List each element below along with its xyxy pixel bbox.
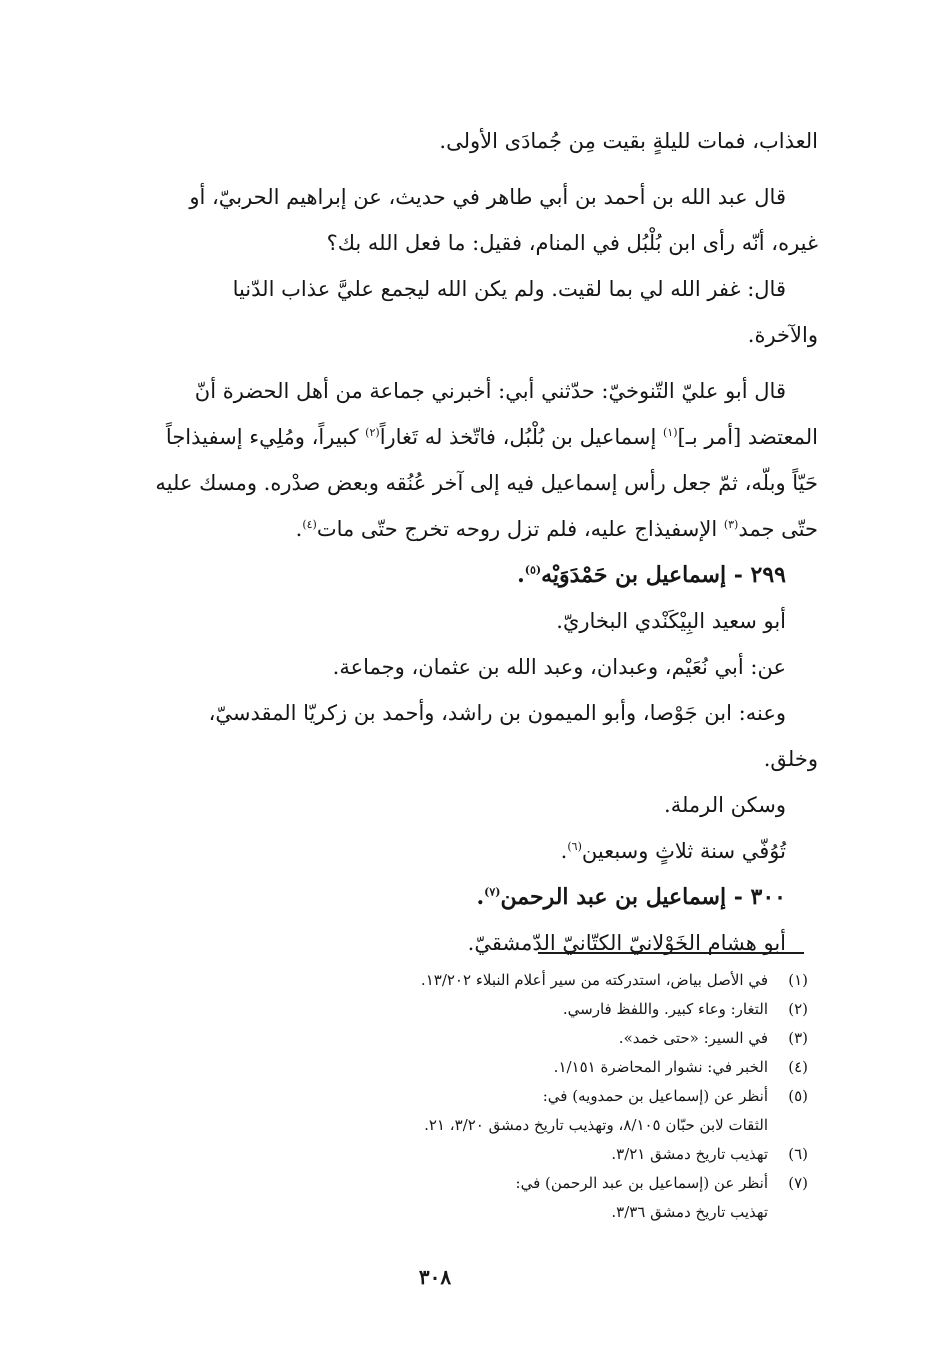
paragraph-4-line-4b: الإسفيذاج عليه، فلم تزل روحه تخرج حتّى مات (316, 517, 724, 541)
footnote-ref-1[interactable]: (١) (663, 426, 678, 439)
entry-299-death-text: تُوُفّي سنة ثلاثٍ وسبعين (581, 839, 786, 863)
paragraph-1 (96, 118, 818, 164)
footnote-2 (148, 995, 808, 1024)
entry-299-students-cont-text: وخلق. (763, 747, 818, 771)
footnote-5 (148, 1082, 808, 1111)
paragraph-4-line-2b: إسماعيل بن بُلْبُل، فاتّخذ له تَغاراً (379, 425, 663, 449)
footnote-text: الخبر في: نشوار المحاضرة ١/١٥١. (553, 1058, 768, 1076)
paragraph-4-line-4c: . (295, 517, 303, 541)
entry-299-students (96, 690, 818, 736)
footnote-number: (٧) (788, 1174, 808, 1192)
paragraph-4-line-4a: حتّى جمد (738, 517, 818, 541)
entry-299-title: ٢٩٩ - إسماعيل بن حَمْدَوَيْه (541, 562, 786, 588)
paragraph-2-line-2: غيره، أنّه رأى ابن بُلْبُل في المنام، فقيل: ما فعل الله بك؟ (326, 231, 818, 255)
entry-299-death-end: . (560, 839, 568, 863)
footnote-text: في السير: «حتى خمد». (618, 1029, 768, 1047)
paragraph-2 (96, 174, 818, 266)
footnote-number: (٣) (788, 1029, 808, 1047)
entry-300-title-end: . (476, 884, 485, 910)
footnote-6 (148, 1140, 808, 1169)
footnote-number: (٦) (788, 1145, 808, 1163)
paragraph-1-text: العذاب، فمات لليلةٍ بقيت مِن جُمادَى الأولى. (439, 129, 818, 153)
entry-299-death (96, 828, 818, 874)
entry-300-kunya (96, 920, 818, 966)
entry-300-kunya-text: أبو هشام الخَوْلانيّ الكتّانيّ الدّمشقيّ. (467, 931, 786, 955)
footnote-text: التغار: وعاء كبير. واللفظ فارسي. (562, 1000, 768, 1018)
paragraph-2-line-1: قال عبد الله بن أحمد بن أبي طاهر في حديث، عن إبراهيم الحربيّ، أو (189, 185, 786, 209)
paragraph-3-line-1: قال: غفر الله لي بما لقيت. ولم يكن الله ليجمع عليَّ عذاب الدّنيا (232, 277, 786, 301)
entry-300-heading (96, 874, 818, 920)
footnote-text: أنظر عن (إسماعيل بن عبد الرحمن) في: (515, 1174, 768, 1192)
footnotes (148, 966, 808, 1227)
footnote-7 (148, 1169, 808, 1198)
entry-299-residence-text: وسكن الرملة. (664, 793, 786, 817)
footnote-ref-3[interactable]: (٣) (723, 518, 739, 531)
entry-300-title: ٣٠٠ - إسماعيل بن عبد الرحمن (500, 884, 786, 910)
footnote-5-continued: الثقات لابن حبّان ٨/١٠٥، وتهذيب تاريخ دمشق ٣/٢٠، ٢١. (424, 1116, 768, 1134)
footnote-1 (148, 966, 808, 995)
footnote-number: (١) (788, 971, 808, 989)
paragraph-3 (96, 266, 818, 358)
paragraph-3-line-2: والآخرة. (747, 323, 818, 347)
entry-299-title-end: . (517, 562, 525, 588)
footnote-ref-2[interactable]: (٢) (365, 426, 380, 439)
footnote-text: في الأصل بياض، استدركته من سير أعلام النبلاء ١٣/٢٠٢. (420, 971, 768, 989)
footnote-text: أنظر عن (إسماعيل بن حمدويه) في: (542, 1087, 768, 1105)
entry-299-residence (96, 782, 818, 828)
entry-299-students-cont (96, 736, 818, 782)
entry-299-teachers (96, 644, 818, 690)
footnote-text: تهذيب تاريخ دمشق ٣/٢١. (611, 1145, 768, 1163)
footnote-ref-4[interactable]: (٤) (302, 518, 317, 531)
entry-299-heading (96, 552, 818, 598)
entry-299-kunya-text: أبو سعيد البِيْكَنْدي البخاريّ. (556, 609, 786, 633)
entry-299-students-text: وعنه: ابن جَوْصا، وأبو الميمون بن راشد، وأحمد بن زكريّا المقدسيّ، (208, 701, 786, 725)
page-number: ٣٠٨ (418, 1265, 452, 1289)
footnote-number: (٤) (788, 1058, 808, 1076)
footnote-number: (٥) (788, 1087, 808, 1105)
paragraph-4-line-2c: كبيراً، ومُلِيء إسفيذاجاً (165, 425, 366, 449)
footnote-ref-6[interactable]: (٦) (567, 840, 582, 853)
main-text (96, 118, 818, 966)
paragraph-4-line-2a: المعتضد [أمر بـ] (677, 425, 818, 449)
footnote-divider (538, 952, 804, 954)
entry-299-kunya (96, 598, 818, 644)
footnote-ref-5[interactable]: (٥) (524, 563, 542, 577)
paragraph-4-line-1: قال أبو عليّ التّنوخيّ: حدّثني أبي: أخبرني جماعة من أهل الحضرة أنّ (194, 379, 786, 403)
paragraph-4 (96, 368, 818, 552)
entry-299-teachers-text: عن: أبي نُعَيْم، وعبدان، وعبد الله بن عثمان، وجماعة. (332, 655, 786, 679)
paragraph-4-line-3: حَيّاً وبلّه، ثمّ جعل رأس إسماعيل فيه إلى آخر عُنُقه وبعض صدْره. ومسك عليه (155, 471, 818, 495)
footnote-3 (148, 1024, 808, 1053)
footnote-7-continued: تهذيب تاريخ دمشق ٣/٣٦. (611, 1203, 768, 1221)
footnote-4 (148, 1053, 808, 1082)
footnote-ref-7[interactable]: (٧) (484, 885, 501, 899)
footnote-number: (٢) (788, 1000, 808, 1018)
